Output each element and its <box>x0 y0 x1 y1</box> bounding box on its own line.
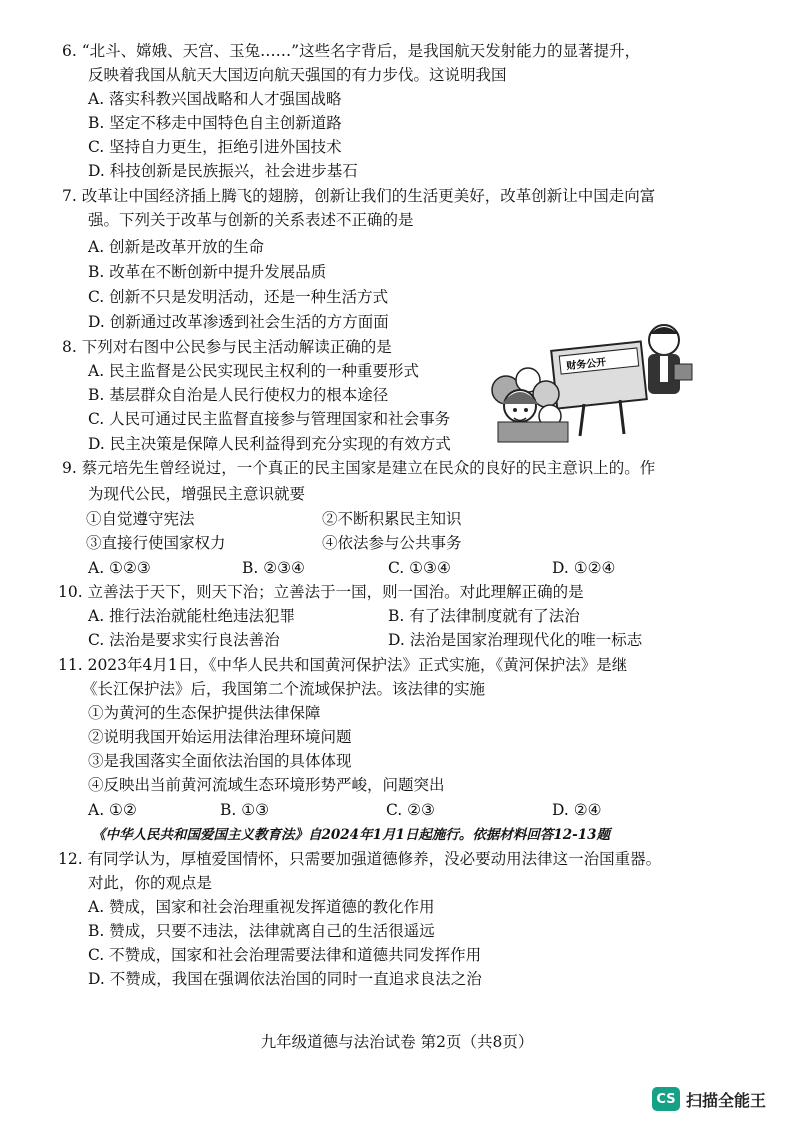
camscanner-text: 扫描全能王 <box>686 1090 767 1110</box>
q12-stem-line1: 12. 有同学认为，厚植爱国情怀，只需要加强道德修养，没必要动用法律这一治国重器。 <box>58 850 662 868</box>
q12-option-b: B. 赞成，只要不违法，法律就离自己的生活很遥远 <box>88 922 435 940</box>
q10-option-a: A. 推行法治就能杜绝违法犯罪 <box>88 607 296 625</box>
q7-stem-line2: 强。下列关于改革与创新的关系表述不正确的是 <box>88 211 414 229</box>
q11-choice-b: B. ①③ <box>220 801 270 819</box>
q8-option-c: C. 人民可通过民主监督直接参与管理国家和社会事务 <box>88 410 451 428</box>
q7-option-c: C. 创新不只是发明活动，还是一种生活方式 <box>88 288 389 306</box>
q12-option-d: D. 不赞成，我国在强调依法治国的同时一直追求良法之治 <box>88 970 482 988</box>
q6-option-d: D. 科技创新是民族振兴，社会进步基石 <box>88 162 358 180</box>
q11-choice-d: D. ②④ <box>552 801 602 819</box>
q9-item-4: ④依法参与公共事务 <box>322 534 462 552</box>
q6-stem-line2: 反映着我国从航天大国迈向航天强国的有力步伐。这说明我国 <box>88 66 507 84</box>
q12-option-c: C. 不赞成，国家和社会治理需要法律和道德共同发挥作用 <box>88 946 482 964</box>
q9-stem-line2: 为现代公民，增强民主意识就要 <box>88 485 306 503</box>
q10-option-b: B. 有了法律制度就有了法治 <box>388 607 580 625</box>
q9-stem-line1: 9. 蔡元培先生曾经说过，一个真正的民主国家是建立在民众的良好的民主意识上的。作 <box>62 459 656 477</box>
q9-item-3: ③直接行使国家权力 <box>86 534 226 552</box>
q6-option-a: A. 落实科教兴国战略和人才强国战略 <box>88 90 342 108</box>
q6-option-c: C. 坚持自力更生，拒绝引进外国技术 <box>88 138 342 156</box>
q11-item-4: ④反映出当前黄河流域生态环境形势严峻，问题突出 <box>88 776 445 794</box>
q9-item-2: ②不断积累民主知识 <box>322 510 462 528</box>
sign-text: 财务公开 <box>565 357 607 373</box>
q8-stem: 8. 下列对右图中公民参与民主活动解读正确的是 <box>62 338 392 356</box>
q9-choice-c: C. ①③④ <box>388 559 451 577</box>
camscanner-watermark <box>652 1087 766 1111</box>
material-note: 《中华人民共和国爱国主义教育法》自2024年1月1日起施行。依据材料回答12-13题 <box>92 827 611 843</box>
q11-item-3: ③是我国落实全面依法治国的具体体现 <box>88 752 352 770</box>
page-footer: 九年级道德与法治试卷 第2页（共8页） <box>260 1033 534 1051</box>
q12-stem-line2: 对此，你的观点是 <box>88 874 213 892</box>
q9-item-1: ①自觉遵守宪法 <box>86 510 195 528</box>
q9-choice-d: D. ①②④ <box>552 559 616 577</box>
q11-stem-line1: 11. 2023年4月1日，《中华人民共和国黄河保护法》正式实施，《黄河保护法》是继 <box>58 656 628 674</box>
q8-option-b: B. 基层群众自治是人民行使权力的根本途径 <box>88 386 389 404</box>
q10-option-d: D. 法治是国家治理现代化的唯一标志 <box>388 631 643 649</box>
q8-option-a: A. 民主监督是公民实现民主权利的一种重要形式 <box>88 362 420 380</box>
q10-stem: 10. 立善法于天下，则天下治；立善法于一国，则一国治。对此理解正确的是 <box>58 583 584 601</box>
q11-choice-c: C. ②③ <box>386 801 435 819</box>
q7-stem-line1: 7. 改革让中国经济插上腾飞的翅膀，创新让我们的生活更美好，改革创新让中国走向富 <box>62 187 656 205</box>
q8-option-d: D. 民主决策是保障人民利益得到充分实现的有效方式 <box>88 435 451 453</box>
q11-item-2: ②说明我国开始运用法律治理环境问题 <box>88 728 352 746</box>
q12-option-a: A. 赞成，国家和社会治理重视发挥道德的教化作用 <box>88 898 435 916</box>
q7-option-d: D. 创新通过改革渗透到社会生活的方方面面 <box>88 313 389 331</box>
camscanner-logo-icon: CS <box>652 1087 680 1111</box>
q11-choice-a: A. ①② <box>88 801 137 819</box>
q11-item-1: ①为黄河的生态保护提供法律保障 <box>88 704 321 722</box>
q11-stem-line2: 《长江保护法》后，我国第二个流域保护法。该法律的实施 <box>82 680 486 698</box>
q9-choice-b: B. ②③④ <box>242 559 305 577</box>
q7-option-a: A. 创新是改革开放的生命 <box>88 238 265 256</box>
q6-stem-line1: 6. “北斗、嫦娥、天宫、玉兔……”这些名字背后，是我国航天发射能力的显著提升， <box>62 42 641 60</box>
q10-option-c: C. 法治是要求实行良法善治 <box>88 631 280 649</box>
q6-option-b: B. 坚定不移走中国特色自主创新道路 <box>88 114 342 132</box>
q8-cartoon-illustration <box>488 318 694 444</box>
q9-choice-a: A. ①②③ <box>88 559 151 577</box>
q7-option-b: B. 改革在不断创新中提升发展品质 <box>88 263 327 281</box>
